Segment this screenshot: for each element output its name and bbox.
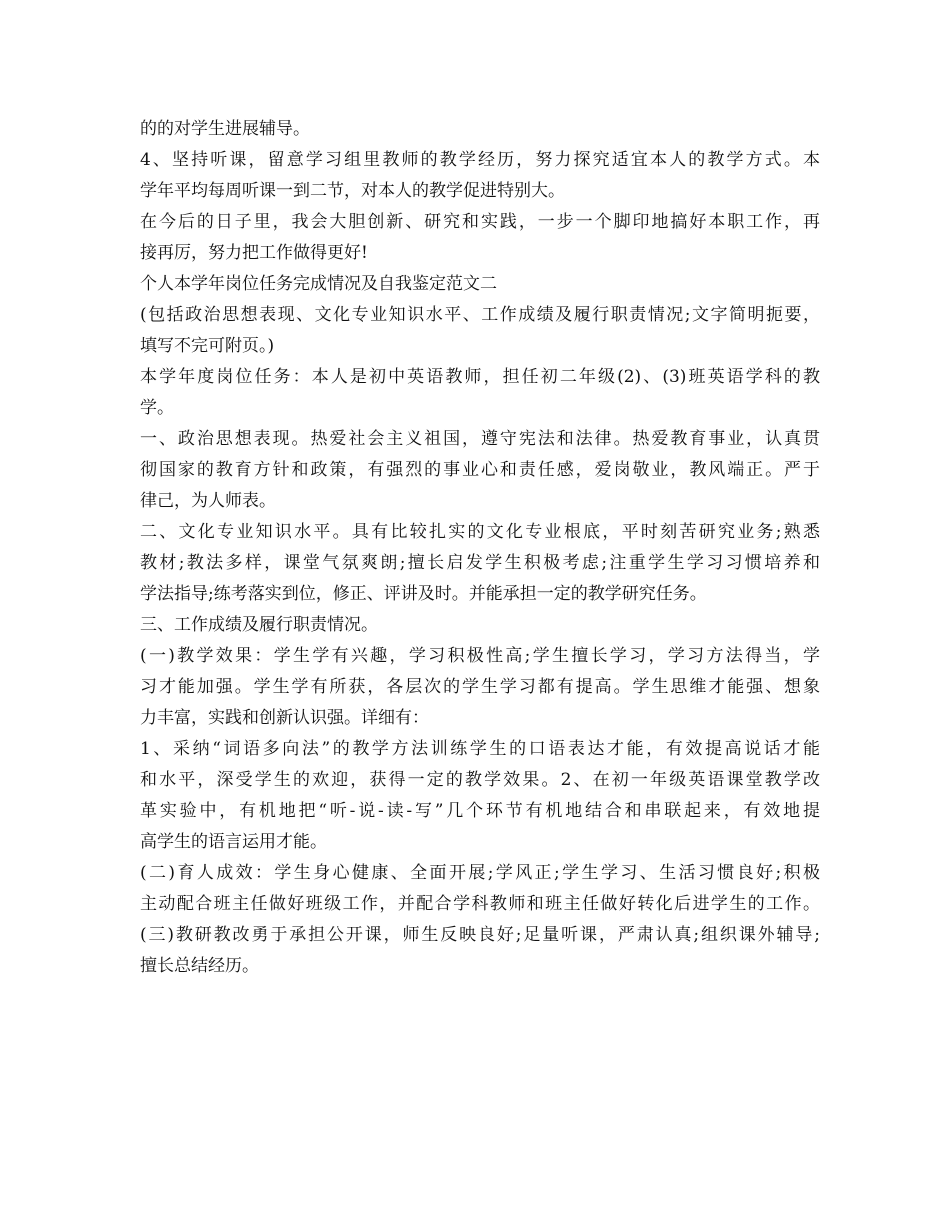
text-line: 教材;教法多样，课堂气氛爽朗;擅长启发学生积极考虑;注重学生学习习惯培养和 xyxy=(140,553,820,573)
text-line: 三、工作成绩及履行职责情况。 xyxy=(140,615,378,635)
text-line: 和水平，深受学生的欢迎，获得一定的教学效果。2、在初一年级英语课堂教学改 xyxy=(140,770,820,790)
section-heading: 个人本学年岗位任务完成情况及自我鉴定范文二 xyxy=(140,274,497,294)
text-line: 彻国家的教育方针和政策，有强烈的事业心和责任感，爱岗敬业，教风端正。严于 xyxy=(140,460,820,480)
text-line: 本学年度岗位任务：本人是初中英语教师，担任初二年级(2)、(3)班英语学科的教 xyxy=(140,367,820,387)
text-line: 革实验中，有机地把“听-说-读-写”几个环节有机地结合和串联起来，有效地提 xyxy=(140,801,820,821)
text-line: 在今后的日子里，我会大胆创新、研究和实践，一步一个脚印地搞好本职工作，再 xyxy=(140,212,820,232)
text-line: 一、政治思想表现。热爱社会主义祖国，遵守宪法和法律。热爱教育事业，认真贯 xyxy=(140,429,820,449)
document-body xyxy=(140,114,820,982)
text-line: 主动配合班主任做好班级工作，并配合学科教师和班主任做好转化后进学生的工作。 xyxy=(140,894,820,914)
text-line: 学年平均每周听课一到二节，对本人的教学促进特别大。 xyxy=(140,181,565,201)
text-line: 习才能加强。学生学有所获，各层次的学生学习都有提高。学生思维才能强、想象 xyxy=(140,677,820,697)
text-line: 二、文化专业知识水平。具有比较扎实的文化专业根底，平时刻苦研究业务;熟悉 xyxy=(140,522,820,542)
text-line: 1、采纳“词语多向法”的教学方法训练学生的口语表达才能，有效提高说话才能 xyxy=(140,739,820,759)
text-line: (三)教研教改勇于承担公开课，师生反映良好;足量听课，严肃认真;组织课外辅导; xyxy=(140,925,820,945)
text-line: 力丰富，实践和创新认识强。详细有： xyxy=(140,708,429,728)
text-line: (包括政治思想表现、文化专业知识水平、工作成绩及履行职责情况;文字简明扼要， xyxy=(140,305,820,325)
text-line: 律己，为人师表。 xyxy=(140,491,276,511)
text-line: 的的对学生进展辅导。 xyxy=(140,119,310,139)
text-line: 高学生的语言运用才能。 xyxy=(140,832,327,852)
text-line: (二)育人成效：学生身心健康、全面开展;学风正;学生学习、生活习惯良好;积极 xyxy=(140,863,820,883)
text-line: 学。 xyxy=(140,398,174,418)
text-line: 4、坚持听课，留意学习组里教师的教学经历，努力探究适宜本人的教学方式。本 xyxy=(140,150,820,170)
text-line: 擅长总结经历。 xyxy=(140,956,259,976)
text-line: 学法指导;练考落实到位，修正、评讲及时。并能承担一定的教学研究任务。 xyxy=(140,584,707,604)
text-line: 填写不完可附页。) xyxy=(140,336,275,356)
text-line: (一)教学效果：学生学有兴趣，学习积极性高;学生擅长学习，学习方法得当，学 xyxy=(140,646,820,666)
text-line: 接再厉，努力把工作做得更好! xyxy=(140,243,368,263)
